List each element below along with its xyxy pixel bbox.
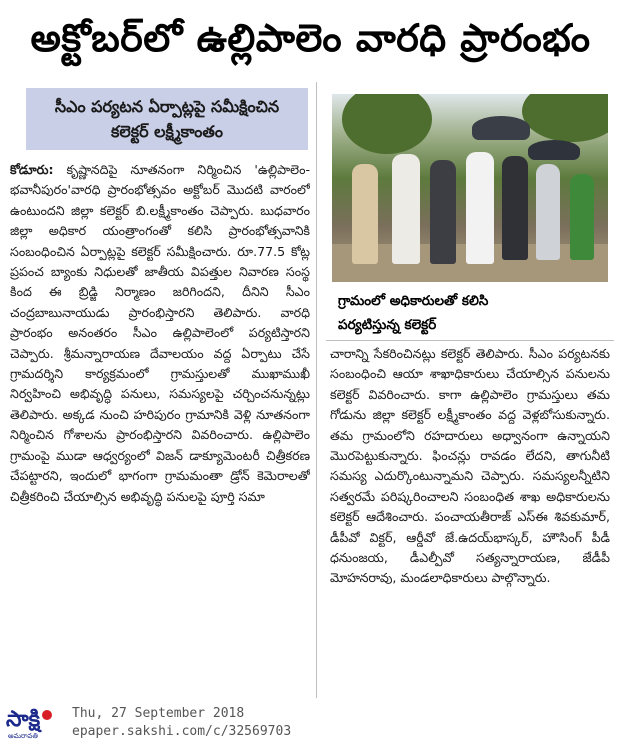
caption-divider	[326, 340, 614, 341]
umbrella-icon	[528, 140, 580, 160]
photo-person	[392, 154, 420, 264]
photo-caption-line-1: గ్రామంలో అధికారులతో కలిసి	[338, 293, 489, 309]
subheadline-line-2: కలెక్టర్ లక్ష్మీకాంతం	[111, 122, 223, 141]
subheadline-line-1: సీఎం పర్యటన ఏర్పాట్లపై సమీక్షించిన	[54, 97, 280, 116]
photo-person	[536, 164, 560, 260]
photo-person	[352, 164, 378, 264]
umbrella-icon	[472, 116, 530, 140]
column-divider	[316, 82, 317, 698]
photo-tree	[342, 94, 432, 154]
logo-accent-icon	[42, 710, 52, 720]
photo-person	[502, 156, 528, 260]
footer-date: Thu, 27 September 2018	[72, 706, 245, 721]
photo-person	[570, 174, 594, 260]
article-left-text: కృష్ణానదిపై నూతనంగా నిర్మించిన 'ఉల్లిపాలెం-భవానీపురం'వారధి ప్రారంభోత్సవం అక్టోబర్ మొదటి వారంలో ఉంటుందని జిల్లా కలెక్టర్ బి.లక్ష్మీకాంతం చెప్పారు. బుధవారం జిల్లా అధికార యంత్రాంగంతో కలిసి ప్రారంభోత్సవానికి సంబంధించిన ఏర్పాట్లపై కలెక్టర్ సమీక్షించారు. రూ.77.5 కోట్ల ప్రపంచ బ్యాంకు నిధులతో జాతీయ విపత్తుల నివారణ సంస్థ కింద ఈ బ్రిడ్జి నిర్మాణం జరిగిందని, దీనిని సీఎం చంద్రబాబునాయుడు ప్రారంభిస్తారని తెలిపారు. వారధి ప్రారంభం అనంతరం సీఎం ఉల్లిపాలెంలో పర్యటిస్తారని చెప్పారు. శ్రీమన్నారాయణ దేవాలయం వద్ద ఏర్పాటు చేసే గ్రామదర్శిని కార్యక్రమంలో గ్రామస్తులతో ముఖాముఖీ నిర్వహించి అభివృద్ధి పనులు, సమస్యలపై చర్చించనున్నట్లు తెలిపారు. అక్కడ నుంచి హరిపురం గ్రామానికి వెళ్లి నూతనంగా నిర్మించిన గోశాలను ప్రారంభిస్తారని వివరించారు. ఉల్లిపాలెం గ్రామంపై ముడా ఆధ్వర్యంలో విజన్ డాక్యూమెంటరీ చిత్రీకరణ చేపట్టారని, ఇందులో భాగంగా గ్రామమంతా డ్రోన్ కెమెరాలతో చిత్రీకరించి చేయాల్సిన అభివృద్ధి పనులపై పూర్తి సమా	[10, 162, 310, 504]
sakshi-logo	[6, 708, 66, 742]
article-right-column	[330, 344, 610, 694]
footer	[0, 700, 621, 746]
photo-caption	[332, 286, 608, 340]
news-photo	[332, 94, 608, 282]
photo-person	[466, 152, 494, 264]
photo-person	[430, 160, 456, 264]
headline: అక్టోబర్‌లో ఉల్లిపాలెం వారధి ప్రారంభం	[30, 16, 591, 60]
dateline: కోడూరు:	[10, 162, 54, 177]
logo-text: సాక్షి	[6, 707, 41, 732]
article-left-paragraph	[10, 160, 310, 507]
logo-subtext: అమరావతి	[8, 732, 38, 740]
photo-caption-line-2: పర్యటిస్తున్న కలెక్టర్	[338, 317, 437, 333]
article-left-column	[10, 160, 310, 695]
footer-url[interactable]: epaper.sakshi.com/c/32569703	[72, 724, 292, 739]
subheadline-box	[26, 88, 308, 150]
article-right-text: చారాన్ని సేకరించినట్లు కలెక్టర్ తెలిపారు. సీఎం పర్యటనకు సంబంధించి ఆయా శాఖాధికారులు చేయాల్సిన పనులను కలెక్టర్ వివరించారు. కాగా ఉల్లిపాలెం గ్రామస్తులు తమ గోడును జిల్లా కలెక్టర్ లక్ష్మీకాంతం వద్ద వెళ్లబోసుకున్నారు. తమ గ్రామంలోని రహదారులు అధ్వానంగా ఉన్నాయని మొరపెట్టుకున్నారు. ఫించన్లు రావడం లేదని, తాగునీటి సమస్య ఎదుర్కొంటున్నామని చెప్పారు. సమస్యలన్నీటిని సత్వరమే పరిష్కరించాలని సంబంధిత శాఖ అధికారులను కలెక్టర్ ఆదేశించారు. పంచాయతీరాజ్ ఎస్ఈ శివకుమార్, డీపీవో విక్టర్, ఆర్డీవో జే.ఉదయ్‌భాస్కర్, హౌసింగ్ పీడీ ధనుంజయ, డీఎల్పీవో సత్యన్నారాయణ, జేడీపీ మోహనరావు, మండలాధికారులు పాల్గొన్నారు.	[330, 346, 610, 586]
photo-tree	[522, 94, 608, 142]
